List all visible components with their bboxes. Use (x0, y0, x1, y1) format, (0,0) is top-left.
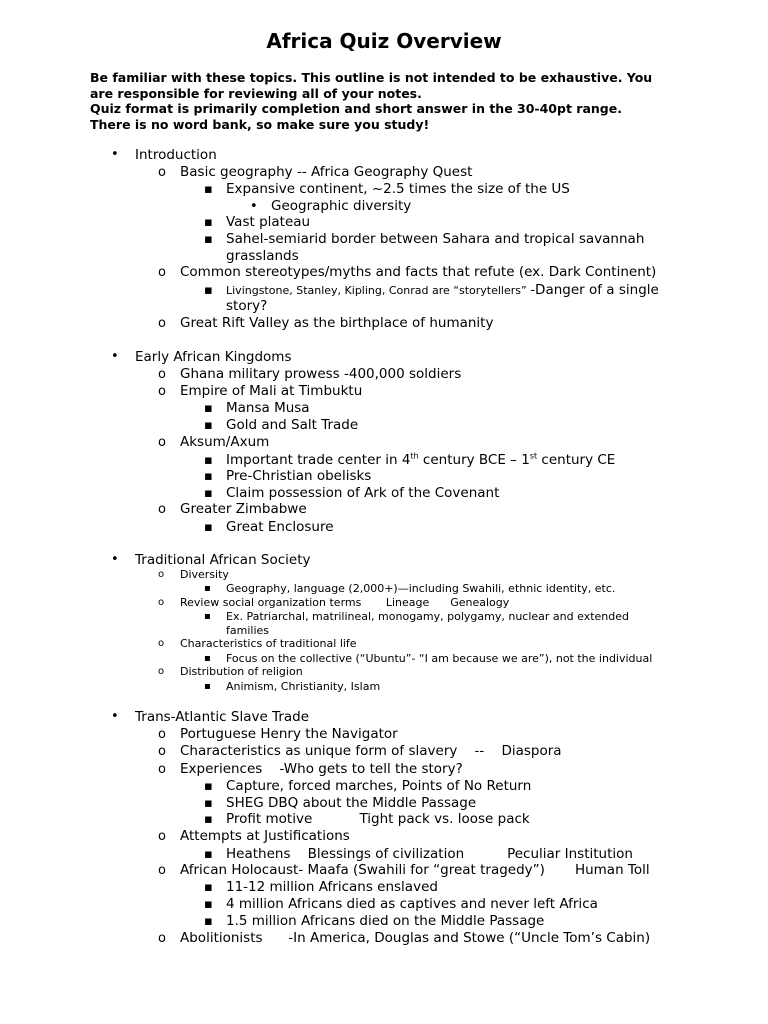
bullet-marker: ▪ (204, 812, 213, 827)
bullet-marker: ▪ (204, 611, 211, 622)
outline-item (226, 282, 659, 299)
intro-line: are responsible for reviewing all of your notes. (90, 86, 422, 101)
outline-item: Aksum/Axum (180, 434, 270, 450)
bullet-marker: o (158, 367, 166, 382)
bullet-marker: o (158, 165, 166, 180)
outline-item: Claim possession of Ark of the Covenant (226, 485, 500, 501)
trade-center-text: century CE (537, 452, 616, 468)
outline-item: 4 million Africans died as captives and never left Africa (226, 896, 598, 912)
bullet-marker: ▪ (204, 283, 213, 298)
outline-item-continued: story? (226, 298, 268, 314)
outline-item: SHEG DBQ about the Middle Passage (226, 795, 477, 811)
bullet-marker: • (111, 349, 119, 364)
storytellers-text: Livingstone, Stanley, Kipling, Conrad are “storytellers” (226, 284, 531, 297)
outline-item: Characteristics of traditional life (180, 637, 357, 650)
bullet-marker: ▪ (204, 182, 213, 197)
outline-item: African Holocaust- Maafa (Swahili for “great tragedy”) Human Toll (180, 862, 650, 878)
outline-item: Distribution of religion (180, 665, 303, 678)
bullet-marker: ▪ (204, 418, 213, 433)
bullet-marker: • (111, 147, 119, 162)
bullet-marker: o (158, 435, 166, 450)
outline-item: Review social organization terms Lineage Genealogy (180, 596, 510, 609)
trade-center-text: century BCE – 1 (418, 452, 530, 468)
bullet-marker: o (158, 744, 166, 759)
danger-text: -Danger of a single (530, 282, 659, 298)
superscript: st (529, 451, 538, 461)
bullet-marker: ▪ (204, 914, 213, 929)
outline-item: Greater Zimbabwe (180, 501, 307, 517)
outline-item: Abolitionists -In America, Douglas and Stowe (“Uncle Tom’s Cabin) (180, 930, 651, 946)
outline-item: Gold and Salt Trade (226, 417, 359, 433)
bullet-marker: ▪ (204, 681, 211, 692)
outline-item: Portuguese Henry the Navigator (180, 726, 398, 742)
section-heading-slave-trade: Trans-Atlantic Slave Trade (135, 709, 310, 725)
bullet-marker: o (158, 569, 165, 580)
bullet-marker: ▪ (204, 779, 213, 794)
outline-item: Geographic diversity (271, 198, 412, 214)
bullet-marker: o (158, 762, 166, 777)
outline-item: Great Enclosure (226, 519, 334, 535)
outline-item: Profit motive Tight pack vs. loose pack (226, 811, 530, 827)
section-heading-kingdoms: Early African Kingdoms (135, 349, 292, 365)
bullet-marker: o (158, 638, 165, 649)
outline-item: Experiences -Who gets to tell the story? (180, 761, 463, 777)
bullet-marker: • (250, 199, 258, 214)
section-heading-introduction: Introduction (135, 147, 217, 163)
bullet-marker: o (158, 863, 166, 878)
outline-item: Diversity (180, 568, 229, 581)
bullet-marker: ▪ (204, 469, 213, 484)
outline-item-continued: grasslands (226, 248, 299, 264)
outline-item-continued: families (226, 624, 269, 637)
outline-item: Common stereotypes/myths and facts that refute (ex. Dark Continent) (180, 264, 657, 280)
intro-line: There is no word bank, so make sure you study! (90, 117, 430, 132)
intro-line: Quiz format is primarily completion and short answer in the 30-40pt range. (90, 101, 622, 116)
bullet-marker: ▪ (204, 486, 213, 501)
outline-item: Great Rift Valley as the birthplace of humanity (180, 315, 494, 331)
bullet-marker: o (158, 316, 166, 331)
bullet-marker: ▪ (204, 401, 213, 416)
superscript: th (410, 451, 419, 461)
outline-item: Characteristics as unique form of slavery -- Diaspora (180, 743, 562, 759)
outline-item: Capture, forced marches, Points of No Return (226, 778, 532, 794)
outline-item: Ex. Patriarchal, matrilineal, monogamy, polygamy, nuclear and extended (226, 610, 629, 623)
bullet-marker: ▪ (204, 232, 213, 247)
outline-item: Animism, Christianity, Islam (226, 680, 381, 693)
bullet-marker: ▪ (204, 897, 213, 912)
bullet-marker: o (158, 829, 166, 844)
bullet-marker: o (158, 666, 165, 677)
outline-item: Heathens Blessings of civilization Peculiar Institution (226, 846, 633, 862)
bullet-marker: o (158, 502, 166, 517)
document-title: Africa Quiz Overview (266, 29, 502, 53)
bullet-marker: o (158, 384, 166, 399)
bullet-marker: ▪ (204, 453, 213, 468)
outline-item: Attempts at Justifications (180, 828, 350, 844)
trade-center-text: Important trade center in 4 (226, 452, 411, 468)
outline-item: Ghana military prowess -400,000 soldiers (180, 366, 462, 382)
bullet-marker: ▪ (204, 520, 213, 535)
outline-item: Empire of Mali at Timbuktu (180, 383, 363, 399)
outline-item: Vast plateau (226, 214, 311, 230)
bullet-marker: • (111, 709, 119, 724)
outline-item: 1.5 million Africans died on the Middle Passage (226, 913, 545, 929)
bullet-marker: o (158, 931, 166, 946)
section-heading-society: Traditional African Society (135, 552, 311, 568)
outline-item: Basic geography -- Africa Geography Quest (180, 164, 473, 180)
bullet-marker: ▪ (204, 847, 213, 862)
outline-item: Geography, language (2,000+)—including Swahili, ethnic identity, etc. (226, 582, 616, 595)
bullet-marker: ▪ (204, 880, 213, 895)
outline-item: Sahel-semiarid border between Sahara and tropical savannah (226, 231, 645, 247)
bullet-marker: ▪ (204, 796, 213, 811)
bullet-marker: o (158, 727, 166, 742)
outline-item: Expansive continent, ~2.5 times the size of the US (226, 181, 570, 197)
bullet-marker: ▪ (204, 583, 211, 594)
outline-item: Mansa Musa (226, 400, 310, 416)
outline-item: Pre-Christian obelisks (226, 468, 372, 484)
outline-item (226, 452, 615, 469)
bullet-marker: o (158, 265, 166, 280)
bullet-marker: o (158, 597, 165, 608)
intro-line: Be familiar with these topics. This outline is not intended to be exhaustive. You (90, 70, 653, 85)
bullet-marker: ▪ (204, 215, 213, 230)
outline-item: 11-12 million Africans enslaved (226, 879, 438, 895)
bullet-marker: • (111, 552, 119, 567)
outline-item: Focus on the collective (“Ubuntu”- “I am because we are”), not the individual (226, 652, 653, 665)
bullet-marker: ▪ (204, 653, 211, 664)
